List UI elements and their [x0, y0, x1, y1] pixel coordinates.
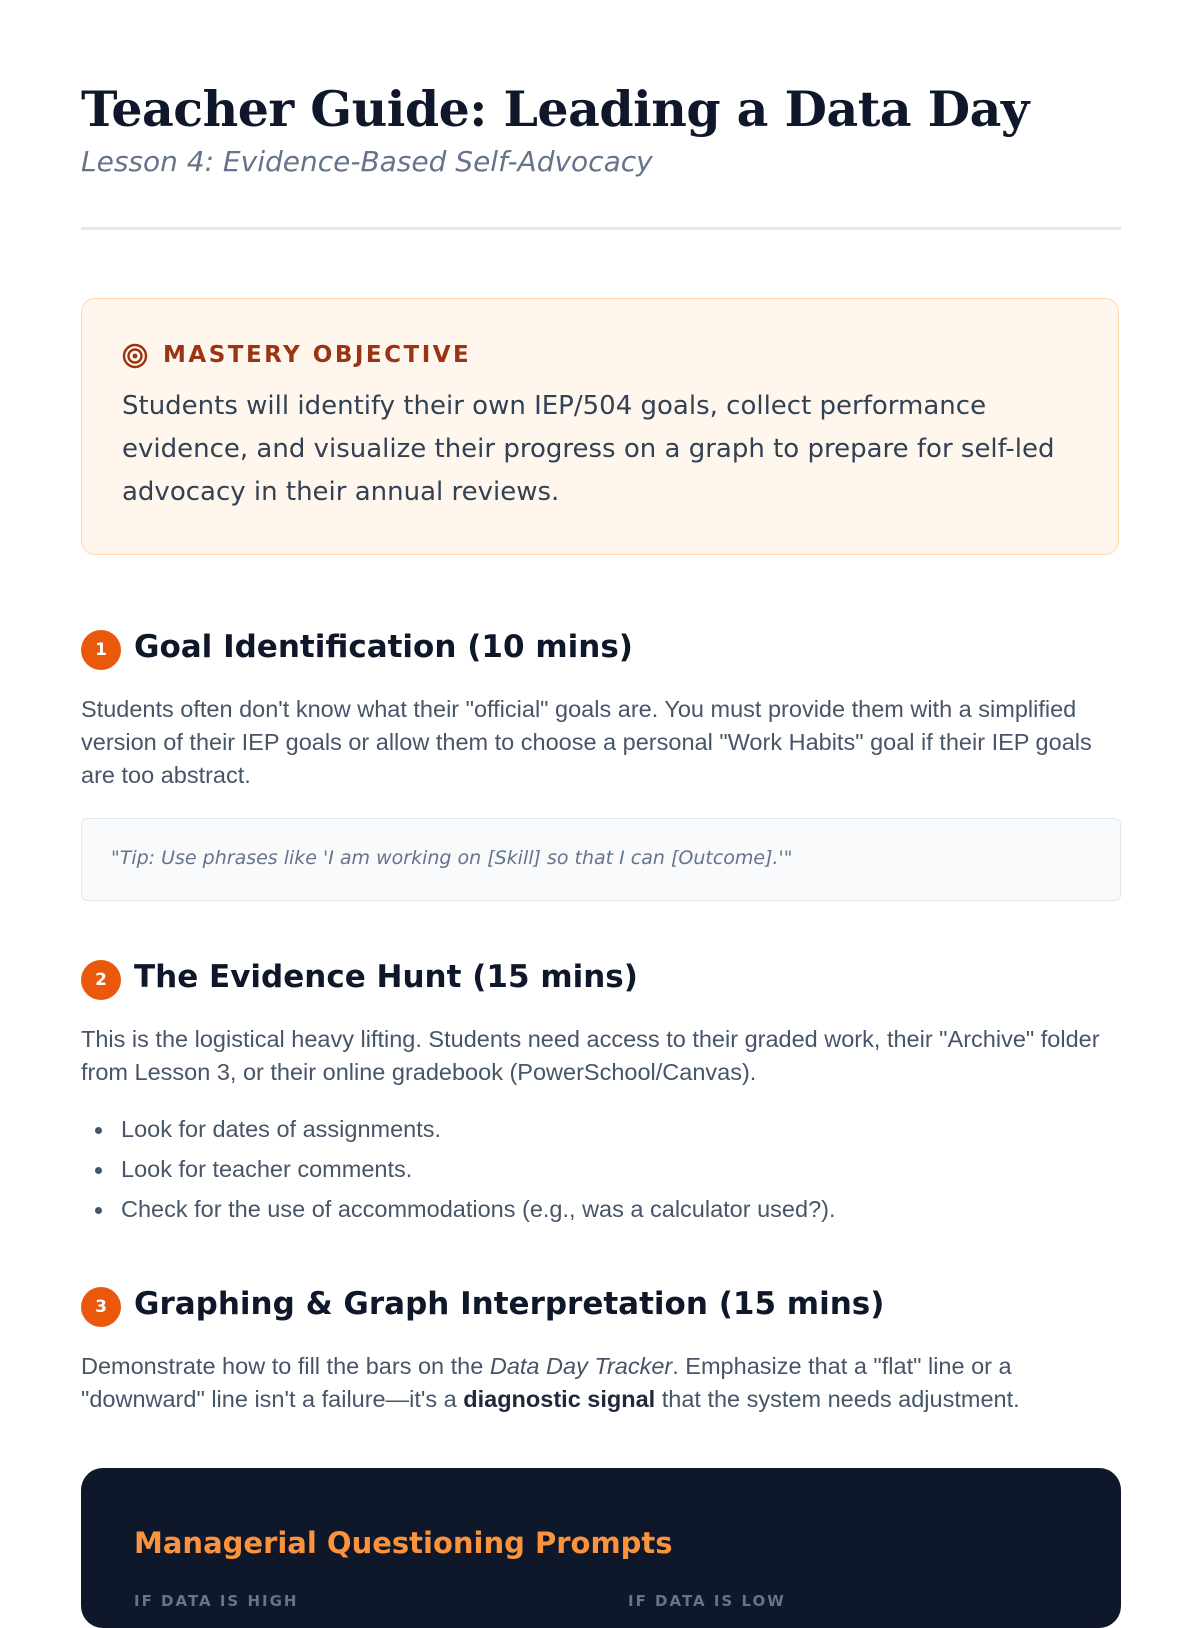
header-divider [81, 227, 1121, 230]
step-badge-2: 2 [81, 960, 121, 1000]
page-subtitle: Lesson 4: Evidence-Based Self-Advocacy [81, 145, 653, 178]
list-item: Look for teacher comments. [81, 1153, 836, 1193]
section-3-text: that the system needs adjustment. [655, 1386, 1020, 1412]
section-title-graphing: Graphing & Graph Interpretation (15 mins) [134, 1286, 885, 1322]
section-3-text: . Emphasize that a "flat" line or a "downward" line isn't a failure—it's a [81, 1353, 1012, 1412]
tip-text: "Tip: Use phrases like 'I am working on [Skill] so that I can [Outcome].'" [111, 847, 793, 869]
step-badge-1: 1 [81, 630, 121, 670]
tracker-name: Data Day Tracker [489, 1353, 673, 1379]
step-badge-3: 3 [81, 1287, 121, 1327]
section-title-evidence-hunt: The Evidence Hunt (15 mins) [134, 959, 638, 995]
list-item: Look for dates of assignments. [81, 1113, 836, 1153]
prompts-column-low: IF DATA IS LOW [628, 1592, 786, 1610]
target-icon [122, 343, 148, 369]
prompts-column-high: IF DATA IS HIGH [134, 1592, 299, 1610]
objective-text: Students will identify their own IEP/504 goals, collect performance evidence, and visualize their progress on a graph to prepare for self-led advocacy in their annual reviews. [122, 391, 1055, 507]
prompts-title: Managerial Questioning Prompts [134, 1526, 673, 1560]
section-3-body [81, 1350, 1126, 1416]
diagnostic-signal-emphasis: diagnostic signal [463, 1386, 656, 1412]
objective-label: MASTERY OBJECTIVE [163, 342, 472, 368]
evidence-checklist [81, 1113, 836, 1233]
questioning-prompts-panel [81, 1468, 1121, 1628]
list-item: Check for the use of accommodations (e.g., was a calculator used?). [81, 1193, 836, 1233]
section-title-goal-identification: Goal Identification (10 mins) [134, 629, 633, 665]
section-3-text: Demonstrate how to fill the bars on the [81, 1353, 490, 1379]
section-2-body: This is the logistical heavy lifting. Students need access to their graded work, their "Archive" folder from Lesson 3, or their online gradebook (PowerSchool/Canvas). [81, 1026, 1100, 1085]
section-1-body: Students often don't know what their "official" goals are. You must provide them with a simplified version of their IEP goals or allow them to choose a personal "Work Habits" goal if their IEP goals are too abstract. [81, 696, 1092, 788]
mastery-objective-card [81, 298, 1119, 555]
page-title: Teacher Guide: Leading a Data Day [81, 80, 1029, 138]
tip-box [81, 818, 1121, 901]
